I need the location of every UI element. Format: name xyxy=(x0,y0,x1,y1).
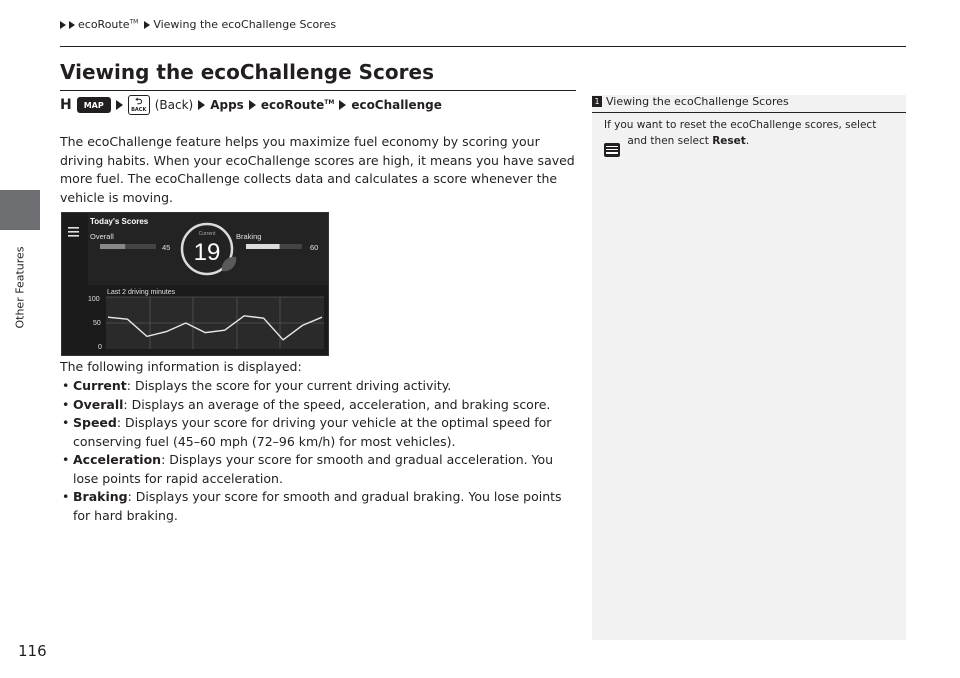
menu-icon xyxy=(604,143,620,157)
breadcrumb xyxy=(60,18,336,31)
graph-y-0: 0 xyxy=(98,344,102,351)
info-intro: The following information is displayed: xyxy=(60,359,302,374)
side-note-text: If you want to reset the ecoChallenge scores, select and then select Reset. xyxy=(604,117,896,157)
todays-scores-label: Today's Scores xyxy=(90,217,149,226)
navigation-path xyxy=(60,96,442,114)
graph-y-50: 50 xyxy=(93,320,101,327)
overall-label: Overall xyxy=(90,232,114,241)
map-button-icon: MAP xyxy=(77,97,111,113)
path-ecochallenge: ecoChallenge xyxy=(351,98,442,112)
side-note-heading: 1 Viewing the ecoChallenge Scores xyxy=(592,95,906,108)
info-list xyxy=(60,377,580,525)
overall-value: 45 xyxy=(162,243,171,252)
side-note xyxy=(592,95,906,640)
section-label: Other Features xyxy=(13,245,27,329)
arrow-icon xyxy=(116,100,123,110)
arrow-icon xyxy=(69,21,75,29)
braking-label: Braking xyxy=(236,232,262,241)
back-button-icon: ⮌ BACK xyxy=(128,95,150,115)
list-item: • Braking: Displays your score for smooth and gradual braking. You lose points for hard braking. xyxy=(60,488,580,525)
header-rule xyxy=(60,46,906,47)
arrow-icon xyxy=(249,100,256,110)
note-number: 1 xyxy=(592,96,602,107)
current-label: Current xyxy=(198,231,216,237)
intro-paragraph: The ecoChallenge feature helps you maximize fuel economy by scoring your driving habits. When your ecoChallenge scores are high, it means you have saved more fuel. The ecoChallenge collects data and calculates a score whenever the vehicle is moving. xyxy=(60,134,575,205)
home-icon: H xyxy=(60,97,72,113)
side-note-rule xyxy=(592,112,906,113)
path-ecoroute: ecoRoute™ xyxy=(260,98,335,112)
arrow-icon xyxy=(144,21,150,29)
menu-icon xyxy=(68,227,79,237)
arrow-icon xyxy=(60,21,66,29)
graph-title: Last 2 driving minutes xyxy=(107,289,176,296)
list-item: • Current: Displays the score for your current driving activity. xyxy=(60,377,580,396)
list-item: • Overall: Displays an average of the speed, acceleration, and braking score. xyxy=(60,396,580,415)
arrow-icon xyxy=(339,100,346,110)
braking-bar xyxy=(246,244,280,249)
list-item: • Acceleration: Displays your score for smooth and gradual acceleration. You lose points for rapid acceleration. xyxy=(60,451,580,488)
ecochallenge-screen xyxy=(61,212,329,356)
graph-y-100: 100 xyxy=(88,296,100,303)
current-value: 19 xyxy=(193,239,221,266)
breadcrumb-item-current: Viewing the ecoChallenge Scores xyxy=(153,18,337,31)
arrow-icon xyxy=(198,100,205,110)
breadcrumb-item-ecoroute: ecoRoute™ xyxy=(78,18,139,31)
list-item: • Speed: Displays your score for driving your vehicle at the optimal speed for conserving fuel (45–60 mph (72–96 km/h) for most vehicles). xyxy=(60,414,580,451)
section-tab-marker xyxy=(0,190,40,230)
page-title: Viewing the ecoChallenge Scores xyxy=(60,60,434,84)
path-apps: Apps xyxy=(210,98,244,112)
overall-bar xyxy=(100,244,125,249)
braking-value: 60 xyxy=(310,243,319,252)
page-number: 116 xyxy=(18,642,47,660)
back-label: (Back) xyxy=(154,98,194,112)
title-rule xyxy=(60,90,576,91)
ecochallenge-screen-graphic xyxy=(62,213,328,355)
